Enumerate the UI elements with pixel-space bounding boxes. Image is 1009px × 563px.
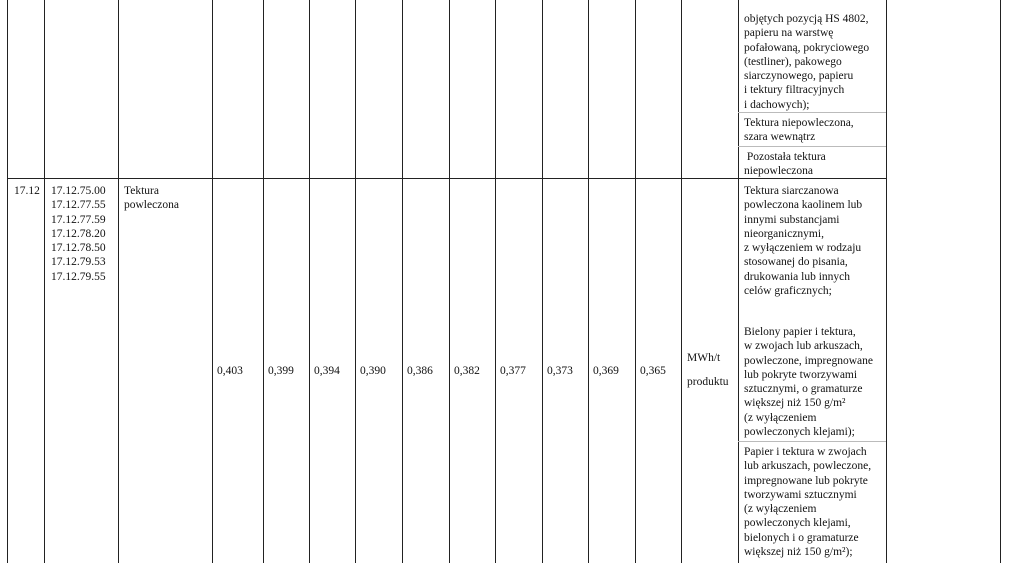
column-rule <box>738 0 739 563</box>
description-other-uncoated: Pozostała tektura niepowleczona <box>744 151 826 178</box>
column-rule <box>542 0 543 563</box>
description-continued: objętych pozycją HS 4802, papieru na warstwę pofałowaną, pokryciowego (testliner), pakowego siarczynowego, papieru i tektury filtracyjnych i dachowych); <box>744 13 870 111</box>
prodcom-codes: 17.12.75.00 17.12.77.55 17.12.77.59 17.12.78.20 17.12.78.50 17.12.79.53 17.12.79.55 <box>51 185 106 283</box>
unit-label: MWh/t produktu <box>687 352 729 388</box>
benchmark-value: 0,369 <box>593 365 619 377</box>
column-rule <box>44 0 45 563</box>
description-kraftliner-coated: Tektura siarczanowa powleczona kaolinem lub innymi substancjami nieorganicznymi, z wyłączeniem w rodzaju stosowanej do pisania, drukowania lub innych celów graficznych; <box>744 185 863 298</box>
column-rule <box>588 0 589 563</box>
column-rule <box>1000 0 1001 563</box>
cell-divider <box>738 112 886 113</box>
benchmark-value: 0,399 <box>268 365 294 377</box>
column-rule <box>263 0 264 563</box>
column-rule <box>681 0 682 563</box>
cell-divider <box>738 441 886 442</box>
column-rule <box>449 0 450 563</box>
description-bleached-coated: Bielony papier i tektura, w zwojach lub arkuszach, powleczone, impregnowane lub pokryte tworzywami sztucznymi, o gramaturze większej niż 150 g/m² (z wyłączeniem powleczonych klejami); <box>744 326 874 439</box>
column-rule <box>309 0 310 563</box>
cell-divider <box>738 146 886 147</box>
nace-code: 17.12 <box>14 185 40 197</box>
benchmark-value: 0,390 <box>360 365 386 377</box>
column-rule <box>495 0 496 563</box>
benchmark-value: 0,403 <box>217 365 243 377</box>
column-rule <box>355 0 356 563</box>
benchmark-value: 0,373 <box>547 365 573 377</box>
benchmark-value: 0,394 <box>314 365 340 377</box>
column-rule <box>886 0 887 563</box>
product-name: Tektura powleczona <box>124 185 179 212</box>
benchmark-value: 0,382 <box>454 365 480 377</box>
description-other-coated: Papier i tektura w zwojach lub arkuszach, powleczone, impregnowane lub pokryte tworzywami sztucznymi (z wyłączeniem powleczonych klejami, bielonych i o gramaturze większej niż 150 g/m²); <box>744 446 872 559</box>
benchmark-value: 0,386 <box>407 365 433 377</box>
benchmark-value: 0,365 <box>640 365 666 377</box>
column-rule <box>212 0 213 563</box>
benchmark-value: 0,377 <box>500 365 526 377</box>
column-rule <box>118 0 119 563</box>
column-rule <box>635 0 636 563</box>
description-uncoated-grey: Tektura niepowleczona, szara wewnątrz <box>744 117 854 144</box>
column-rule <box>7 0 8 563</box>
column-rule <box>402 0 403 563</box>
